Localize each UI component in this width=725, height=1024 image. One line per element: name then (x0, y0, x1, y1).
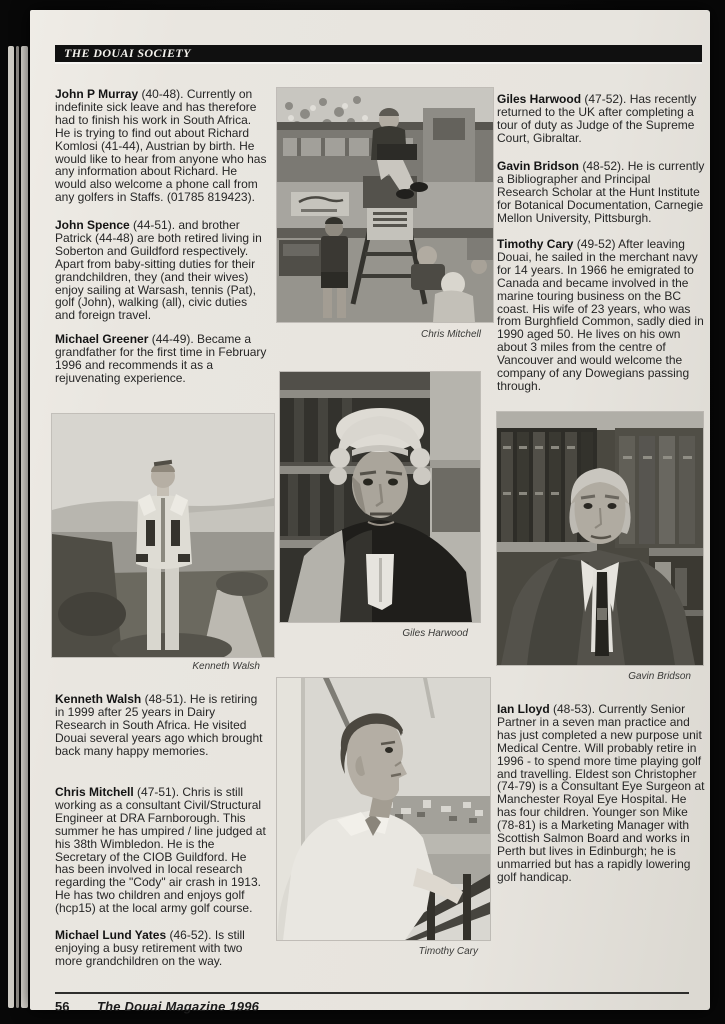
section-header-bar (55, 45, 702, 62)
photo-chris-mitchell-image (277, 88, 493, 322)
entry-name: Michael Greener (55, 332, 149, 346)
entry-kenneth-walsh (55, 693, 269, 758)
entry-name: Kenneth Walsh (55, 692, 142, 706)
page-edge-strip (16, 46, 19, 1008)
footer-rule (55, 992, 689, 994)
entry-name: John P Murray (55, 87, 139, 101)
photo-kenneth-walsh (52, 414, 274, 657)
photo-caption-gavin-bridson: Gavin Bridson (628, 671, 691, 682)
entry-ian-lloyd (497, 703, 709, 884)
entry-name: Michael Lund Yates (55, 928, 167, 942)
entry-name: Gavin Bridson (497, 159, 580, 173)
entry-name: John Spence (55, 218, 130, 232)
entry-text: (48-52). He is currently a Bibliographer and Principal Research Scholar at the Hunt Institute for Botanical Documentation, Carnegie Mellon University, Pittsburgh. (497, 159, 705, 225)
entry-text: (40-48). Currently on indefinite sick leave and has therefore had to finish his work in South Africa. He is trying to find out about Richard Komlosi (41-44), Austrian by birth. He would like to hear from anyone who has any information about Richard. He would also welcome a phone call from any golfers in Staffs. (01785 819423). (55, 87, 267, 205)
entry-name: Ian Lloyd (497, 702, 550, 716)
entry-chris-mitchell (55, 786, 269, 915)
photo-caption-giles-harwood: Giles Harwood (402, 628, 468, 639)
photo-giles-harwood-image (280, 372, 480, 622)
section-title: THE DOUAI SOCIETY (64, 46, 191, 60)
photo-chris-mitchell (277, 88, 493, 322)
entry-michael-greener (55, 333, 269, 385)
entry-text: (44-51). and brother Patrick (44-48) are both retired living in Soberton and Guildford respectively. Apart from baby-sitting duties for their grandchildren, they (and their wives) enjoy sailing at Warsash, tennis (Pat), golf (John), walking (all), civic duties and foreign travel. (55, 218, 262, 323)
photo-caption-timothy-cary: Timothy Cary (418, 946, 478, 957)
entry-name: Timothy Cary (497, 237, 574, 251)
photo-gavin-bridson (497, 412, 703, 665)
page-edge-strip (21, 46, 28, 1008)
entry-michael-lund-yates (55, 929, 269, 968)
entry-text: (46-52). Is still enjoying a busy retirement with two more grandchildren on the way. (55, 928, 245, 968)
photo-timothy-cary (277, 678, 490, 940)
magazine-page (30, 10, 710, 1014)
entry-text: (48-53). Currently Senior Partner in a seven man practice and has just completed a new purpose unit Medical Centre. Will probably retire in 1996 - to spend more time playing golf and travelling. Eldest son Christopher (74-79) is a Consultant Eye Surgeon at Manchester Royal Eye Hospital. He has four children. Younger son Mike (78-81) is a Marketing Manager with Scottish Salmon Board and works in Perth but lives in Edinburgh; he is unmarried but has a rapidly lowering golf handicap. (497, 702, 705, 884)
magazine-title: The Douai Magazine 1996 (97, 999, 260, 1014)
photo-gavin-bridson-image (497, 412, 703, 665)
entry-text: (44-49). Became a grandfather for the first time in February 1996 and recommends it as a rejuvenating experience. (55, 332, 267, 385)
entry-text: (47-51). Chris is still working as a consultant Civil/Structural Engineer at DRA Farnborough. This summer he has umpired / line judged at his 38th Wimbledon. He is the Secretary of the CIOB Guildford. He has been involved in local research regarding the "Cody" air crash in 1913. He has two children and enjoys golf (hcp15) at the local army golf course. (55, 785, 266, 916)
page-edge-strip (8, 46, 14, 1008)
photo-caption-kenneth-walsh: Kenneth Walsh (192, 661, 260, 672)
entry-name: Giles Harwood (497, 92, 582, 106)
entry-text: (47-52). Has recently returned to the UK after completing a tour of duty as Judge of the Supreme Court, Gibraltar. (497, 92, 697, 145)
page-number: 56 (55, 999, 70, 1014)
photo-caption-chris-mitchell: Chris Mitchell (420, 329, 481, 340)
entry-text: (48-51). He is retiring in 1999 after 25 years in Dairy Research in South Africa. He visited Douai several years ago which brought back many happy memories. (55, 692, 263, 758)
entry-gavin-bridson (497, 160, 705, 225)
entry-giles-harwood (497, 93, 705, 145)
footer (55, 999, 689, 1014)
entry-john-spence (55, 219, 269, 322)
entry-timothy-cary (497, 238, 705, 393)
photo-timothy-cary-image (277, 678, 490, 940)
entry-john-p-murray (55, 88, 269, 204)
photo-giles-harwood (280, 372, 480, 622)
photo-kenneth-walsh-image (52, 414, 274, 657)
entry-text: (49-52) After leaving Douai, he sailed in the merchant navy for 14 years. In 1966 he emigrated to Canada and became involved in the marine touring business on the BC coast. His wife of 23 years, who was from Burghfield Common, sadly died in 1990 aged 50. He lives on his own about 3 miles from the centre of Vancouver and would welcome the company of any Dowegians passing through. (497, 237, 704, 393)
entry-name: Chris Mitchell (55, 785, 134, 799)
